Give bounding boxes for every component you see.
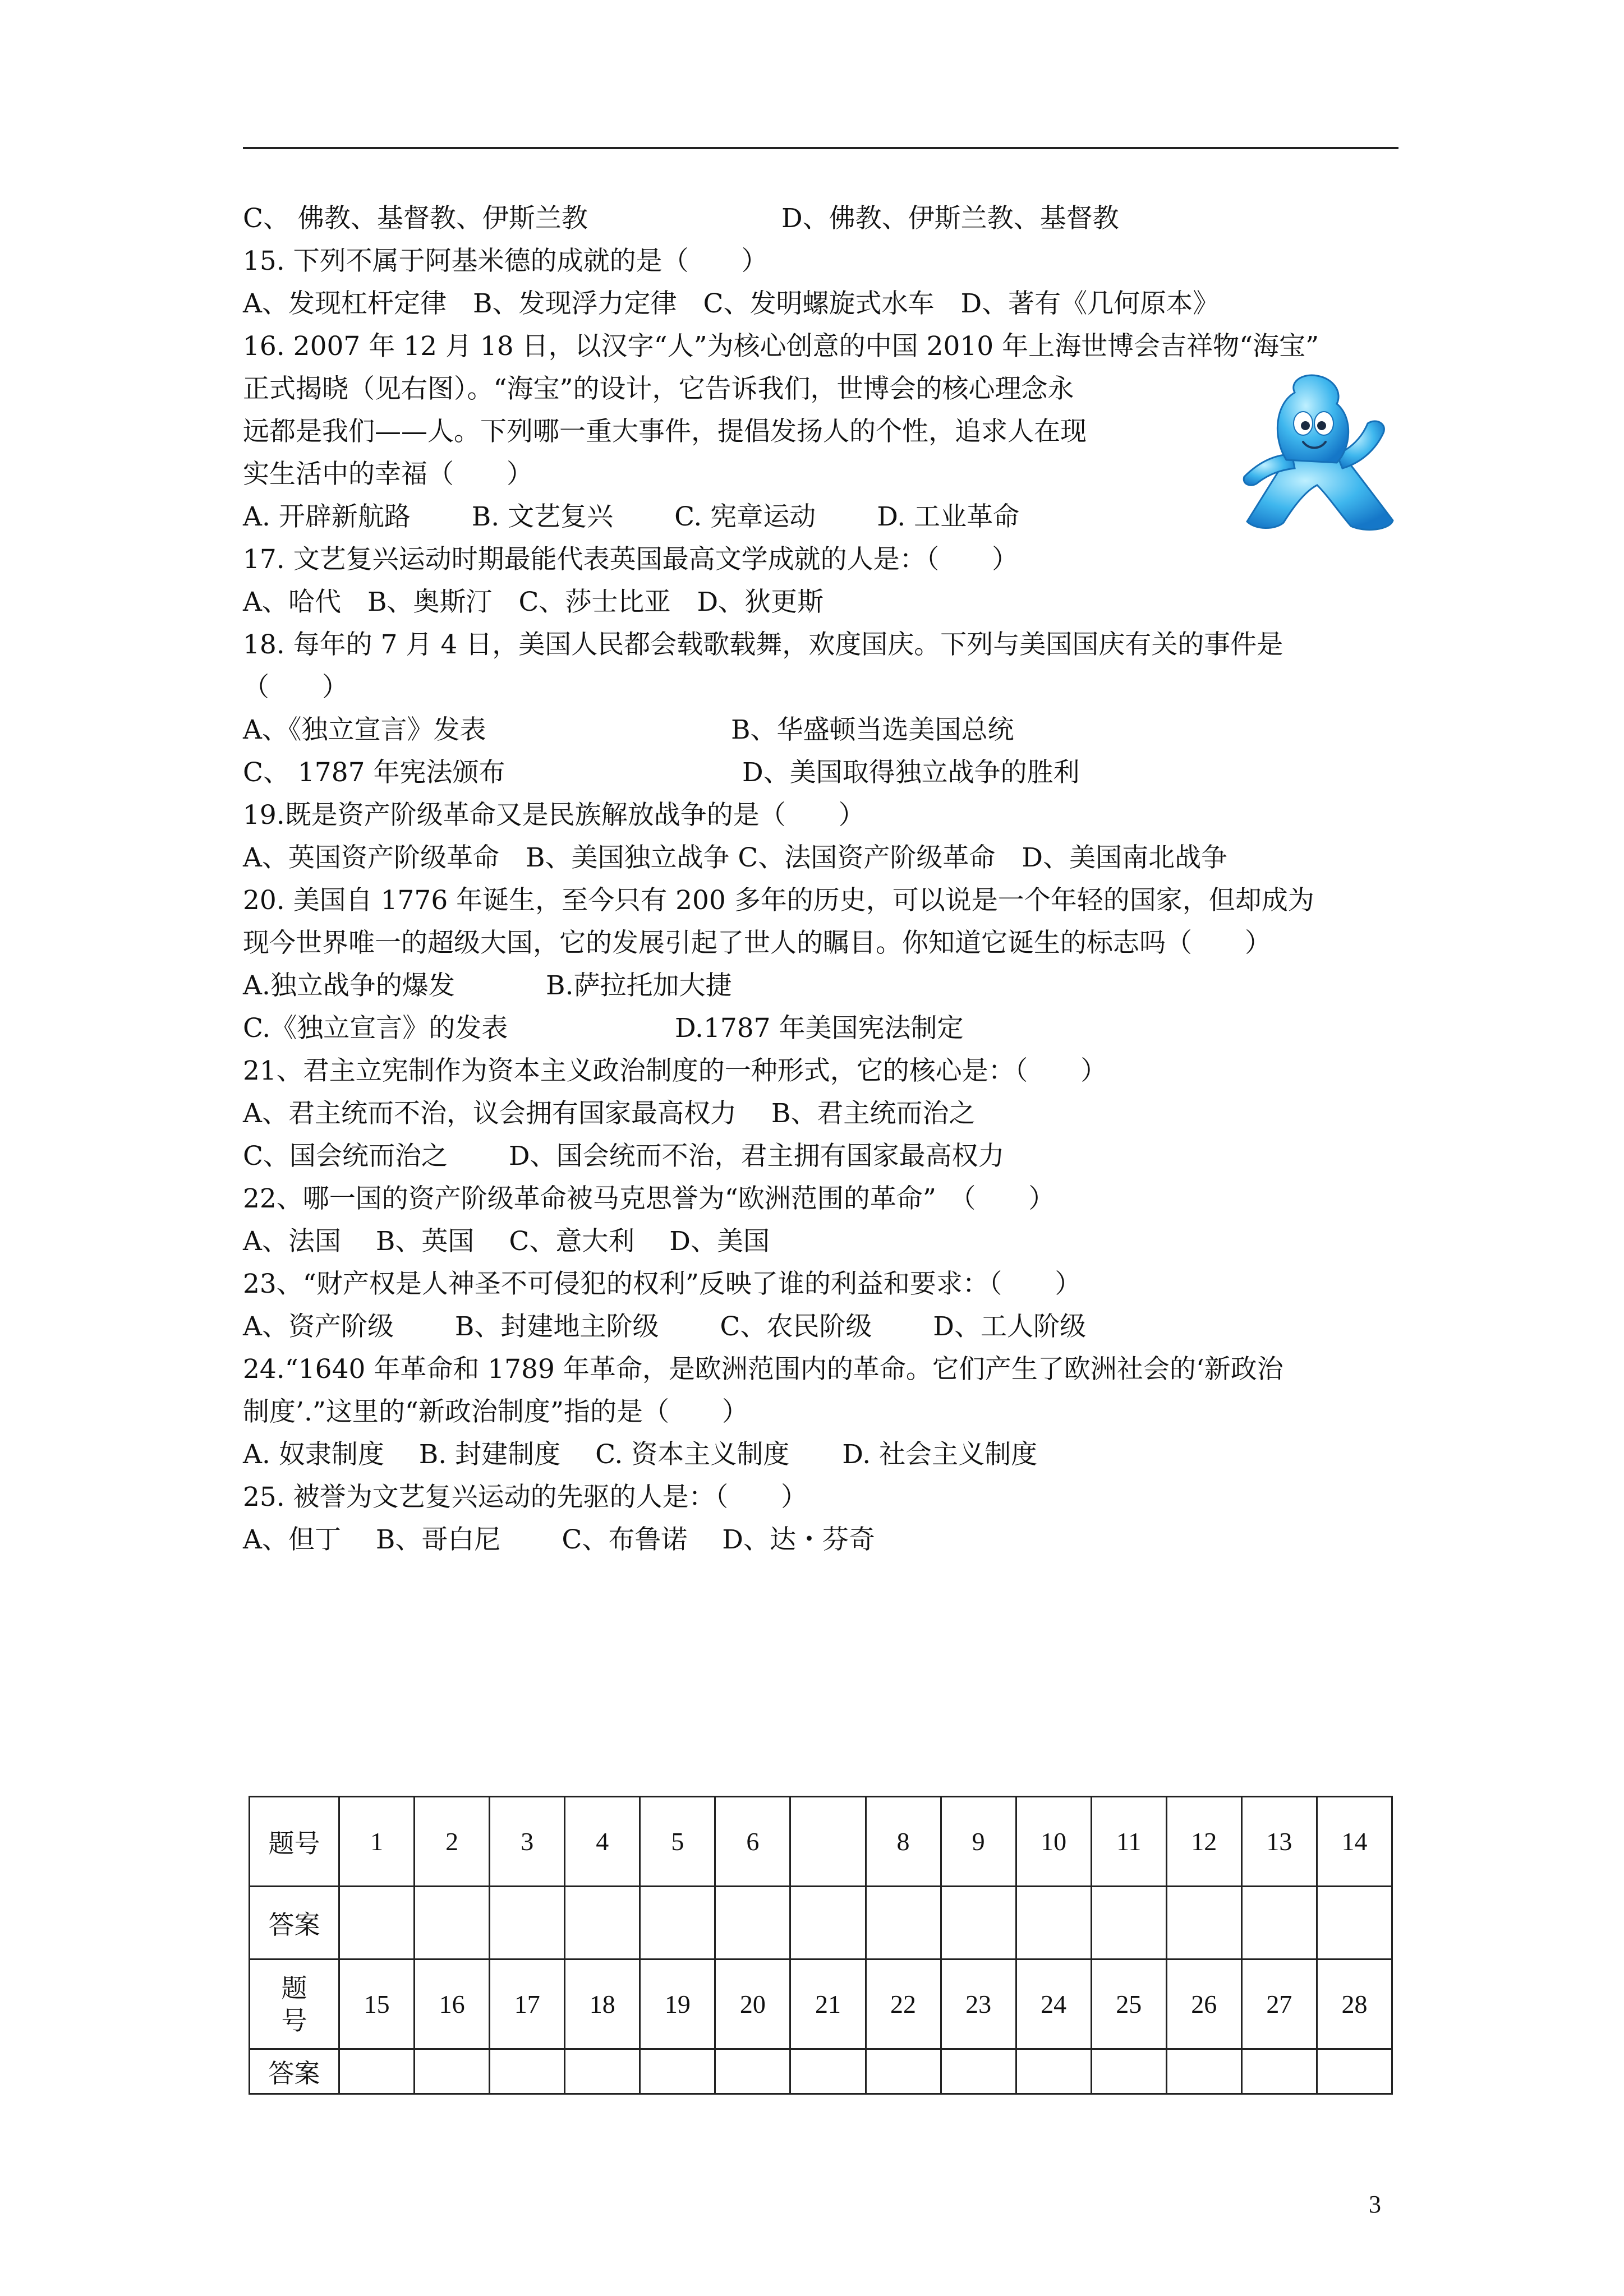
text-segment: D.1787 年美国宪法制定 [675, 1013, 964, 1044]
answer-cell [790, 2049, 866, 2094]
header-rule [243, 147, 1398, 149]
question-number-cell: 10 [1016, 1797, 1091, 1887]
text-segment: C.《独立宣言》的发表 [243, 1013, 508, 1044]
text-segment: 21、君主立宪制作为资本主义政治制度的一种形式，它的核心是：（ ） [243, 1055, 1107, 1086]
text-line-q23-opts [243, 1306, 1398, 1348]
answer-cell [790, 1887, 866, 1960]
text-segment: （ ） [243, 672, 348, 703]
text-segment: 现今世界唯一的超级大国，它的发展引起了世人的瞩目。你知道它诞生的标志吗（ ） [243, 928, 1271, 958]
text-line-q18-cd [243, 751, 1398, 794]
question-number-cell: 2 [415, 1797, 490, 1887]
answer-cell [565, 2049, 640, 2094]
question-number-cell: 1 [339, 1797, 415, 1887]
answer-cell [1241, 2049, 1317, 2094]
text-segment: A、《独立宣言》发表 [243, 714, 486, 745]
answer-cell [1241, 1887, 1317, 1960]
question-number-cell: 9 [941, 1797, 1016, 1887]
text-line-q17 [243, 538, 1398, 581]
text-segment: A、君主统而不治，议会拥有国家最高权力 B、君主统而治之 [243, 1098, 976, 1129]
answer-cell [866, 1887, 941, 1960]
table-label-answer: 答案 [250, 1887, 339, 1960]
text-segment: 24.“1640 年革命和 1789 年革命，是欧洲范围内的革命。它们产生了欧洲社会的‘新政治 [243, 1354, 1283, 1385]
answer-cell [640, 2049, 715, 2094]
text-segment: 远都是我们——人。下列哪一重大事件，提倡发扬人的个性，追求人在现 [243, 416, 1087, 447]
question-number-cell: 22 [866, 1960, 941, 2049]
text-segment: A、英国资产阶级革命 B、美国独立战争 C、法国资产阶级革命 D、美国南北战争 [243, 842, 1228, 873]
text-segment: B.萨拉托加大捷 [546, 970, 732, 1001]
text-line-q16-a [243, 325, 1398, 368]
answer-cell [1317, 2049, 1392, 2094]
text-line-q20-b [243, 922, 1398, 965]
text-segment: A. 开辟新航路 B. 文艺复兴 C. 宪章运动 D. 工业革命 [243, 501, 1020, 532]
answer-cell [715, 2049, 790, 2094]
text-line-q15-opts [243, 283, 1398, 325]
text-segment: C、 1787 年宪法颁布 [243, 757, 505, 788]
text-line-q18-b [243, 666, 1398, 709]
text-line-q21 [243, 1050, 1398, 1092]
text-line-q23 [243, 1263, 1398, 1306]
text-segment: 17. 文艺复兴运动时期最能代表英国最高文学成就的人是：（ ） [243, 544, 1019, 575]
text-segment: B、华盛顿当选美国总统 [731, 714, 1014, 745]
question-number-cell: 28 [1317, 1960, 1392, 2049]
text-line-q21-ab [243, 1092, 1398, 1135]
text-line-q19-opts [243, 837, 1398, 879]
answer-cell [339, 1887, 415, 1960]
text-line-q24-a [243, 1348, 1398, 1391]
text-line-q14-cd [243, 197, 1398, 240]
text-segment: A、法国 B、英国 C、意大利 D、美国 [243, 1226, 770, 1257]
question-number-cell: 27 [1241, 1960, 1317, 2049]
question-number-cell: 14 [1317, 1797, 1392, 1887]
text-line-q20-ab [243, 965, 1398, 1007]
text-segment: 16. 2007 年 12 月 18 日，以汉字“人”为核心创意的中国 2010 年上海世博会吉祥物“海宝” [243, 331, 1319, 362]
question-number-cell: 16 [415, 1960, 490, 2049]
question-number-cell: 24 [1016, 1960, 1091, 2049]
text-segment: 正式揭晓（见右图）。“海宝”的设计，它告诉我们，世博会的核心理念永 [243, 374, 1074, 404]
answer-cell [565, 1887, 640, 1960]
answer-cell [715, 1887, 790, 1960]
text-line-q17-opts [243, 581, 1398, 624]
question-number-cell: 26 [1166, 1960, 1241, 2049]
table-label-answer-2: 答案 [250, 2049, 339, 2094]
text-line-q22 [243, 1178, 1398, 1220]
question-number-cell: 13 [1241, 1797, 1317, 1887]
question-number-cell: 21 [790, 1960, 866, 2049]
question-number-cell: 4 [565, 1797, 640, 1887]
text-segment: D、美国取得独立战争的胜利 [742, 757, 1080, 788]
text-segment: 15. 下列不属于阿基米德的成就的是（ ） [243, 246, 768, 276]
answer-cell [866, 2049, 941, 2094]
text-segment: 20. 美国自 1776 年诞生，至今只有 200 多年的历史，可以说是一个年轻的国家，但却成为 [243, 885, 1314, 916]
answer-cell [415, 2049, 490, 2094]
text-line-q22-opts [243, 1220, 1398, 1263]
text-line-q20-a [243, 879, 1398, 922]
answer-cell [1016, 2049, 1091, 2094]
answer-table [249, 1796, 1393, 2095]
text-segment: 18. 每年的 7 月 4 日，美国人民都会载歌载舞，欢度国庆。下列与美国国庆有关的事件是 [243, 629, 1283, 660]
text-line-q19 [243, 794, 1398, 837]
text-segment: 19.既是资产阶级革命又是民族解放战争的是（ ） [243, 800, 865, 831]
question-number-cell: 20 [715, 1960, 790, 2049]
text-segment: 25. 被誉为文艺复兴运动的先驱的人是：（ ） [243, 1482, 808, 1513]
text-segment: A、资产阶级 B、封建地主阶级 C、农民阶级 D、工人阶级 [243, 1311, 1086, 1342]
text-line-q21-cd [243, 1135, 1398, 1178]
text-line-q25-opts [243, 1519, 1398, 1561]
answer-cell [1091, 2049, 1166, 2094]
question-number-cell: 5 [640, 1797, 715, 1887]
text-line-q15 [243, 240, 1398, 283]
question-number-cell: 17 [490, 1960, 565, 2049]
haibao-mascot-image [1222, 370, 1407, 538]
text-segment: C、国会统而治之 D、国会统而不治，君主拥有国家最高权力 [243, 1141, 1005, 1172]
text-segment: C、 佛教、基督教、伊斯兰教 [243, 203, 588, 234]
text-segment: A.独立战争的爆发 [243, 970, 455, 1001]
question-number-cell: 23 [941, 1960, 1016, 2049]
question-number-cell: 12 [1166, 1797, 1241, 1887]
text-segment: 制度’.”这里的“新政治制度”指的是（ ） [243, 1396, 748, 1427]
answer-cell [1016, 1887, 1091, 1960]
text-segment: 23、“财产权是人神圣不可侵犯的权利”反映了谁的利益和要求：（ ） [243, 1269, 1082, 1299]
table-label-question-number: 题号 [250, 1797, 339, 1887]
text-segment: A、哈代 B、奥斯汀 C、莎士比亚 D、狄更斯 [243, 587, 824, 617]
question-number-cell: 19 [640, 1960, 715, 2049]
text-segment: 实生活中的幸福（ ） [243, 459, 533, 490]
text-segment: A、但丁 B、哥白尼 C、布鲁诺 D、达・芬奇 [243, 1524, 875, 1555]
page-number: 3 [1369, 2191, 1381, 2218]
question-number-cell: 8 [866, 1797, 941, 1887]
answer-cell [490, 1887, 565, 1960]
question-number-cell: 18 [565, 1960, 640, 2049]
answer-cell [941, 1887, 1016, 1960]
text-line-q24-opts [243, 1433, 1398, 1476]
question-number-cell: 3 [490, 1797, 565, 1887]
answer-cell [1166, 1887, 1241, 1960]
text-segment: D、佛教、伊斯兰教、基督教 [781, 203, 1119, 234]
table-label-question-number-2: 题 号 [250, 1960, 339, 2049]
text-line-q25 [243, 1476, 1398, 1519]
question-number-cell: 15 [339, 1960, 415, 2049]
question-number-cell: 11 [1091, 1797, 1166, 1887]
answer-cell [1166, 2049, 1241, 2094]
answer-cell [640, 1887, 715, 1960]
text-line-q18-ab [243, 709, 1398, 751]
answer-cell [1317, 1887, 1392, 1960]
answer-cell [339, 2049, 415, 2094]
answer-cell [941, 2049, 1016, 2094]
text-line-q18-a [243, 624, 1398, 666]
text-line-q24-b [243, 1391, 1398, 1433]
answer-cell [490, 2049, 565, 2094]
text-segment: 22、哪一国的资产阶级革命被马克思誉为“欧洲范围的革命” （ ） [243, 1183, 1055, 1214]
text-segment: A. 奴隶制度 B. 封建制度 C. 资本主义制度 D. 社会主义制度 [243, 1439, 1038, 1470]
answer-cell [1091, 1887, 1166, 1960]
text-segment: A、发现杠杆定律 B、发现浮力定律 C、发明螺旋式水车 D、著有《几何原本》 [243, 288, 1220, 319]
question-number-cell: 6 [715, 1797, 790, 1887]
answer-cell [415, 1887, 490, 1960]
question-number-cell: 25 [1091, 1960, 1166, 2049]
question-number-cell [790, 1797, 866, 1887]
text-line-q20-cd [243, 1007, 1398, 1050]
